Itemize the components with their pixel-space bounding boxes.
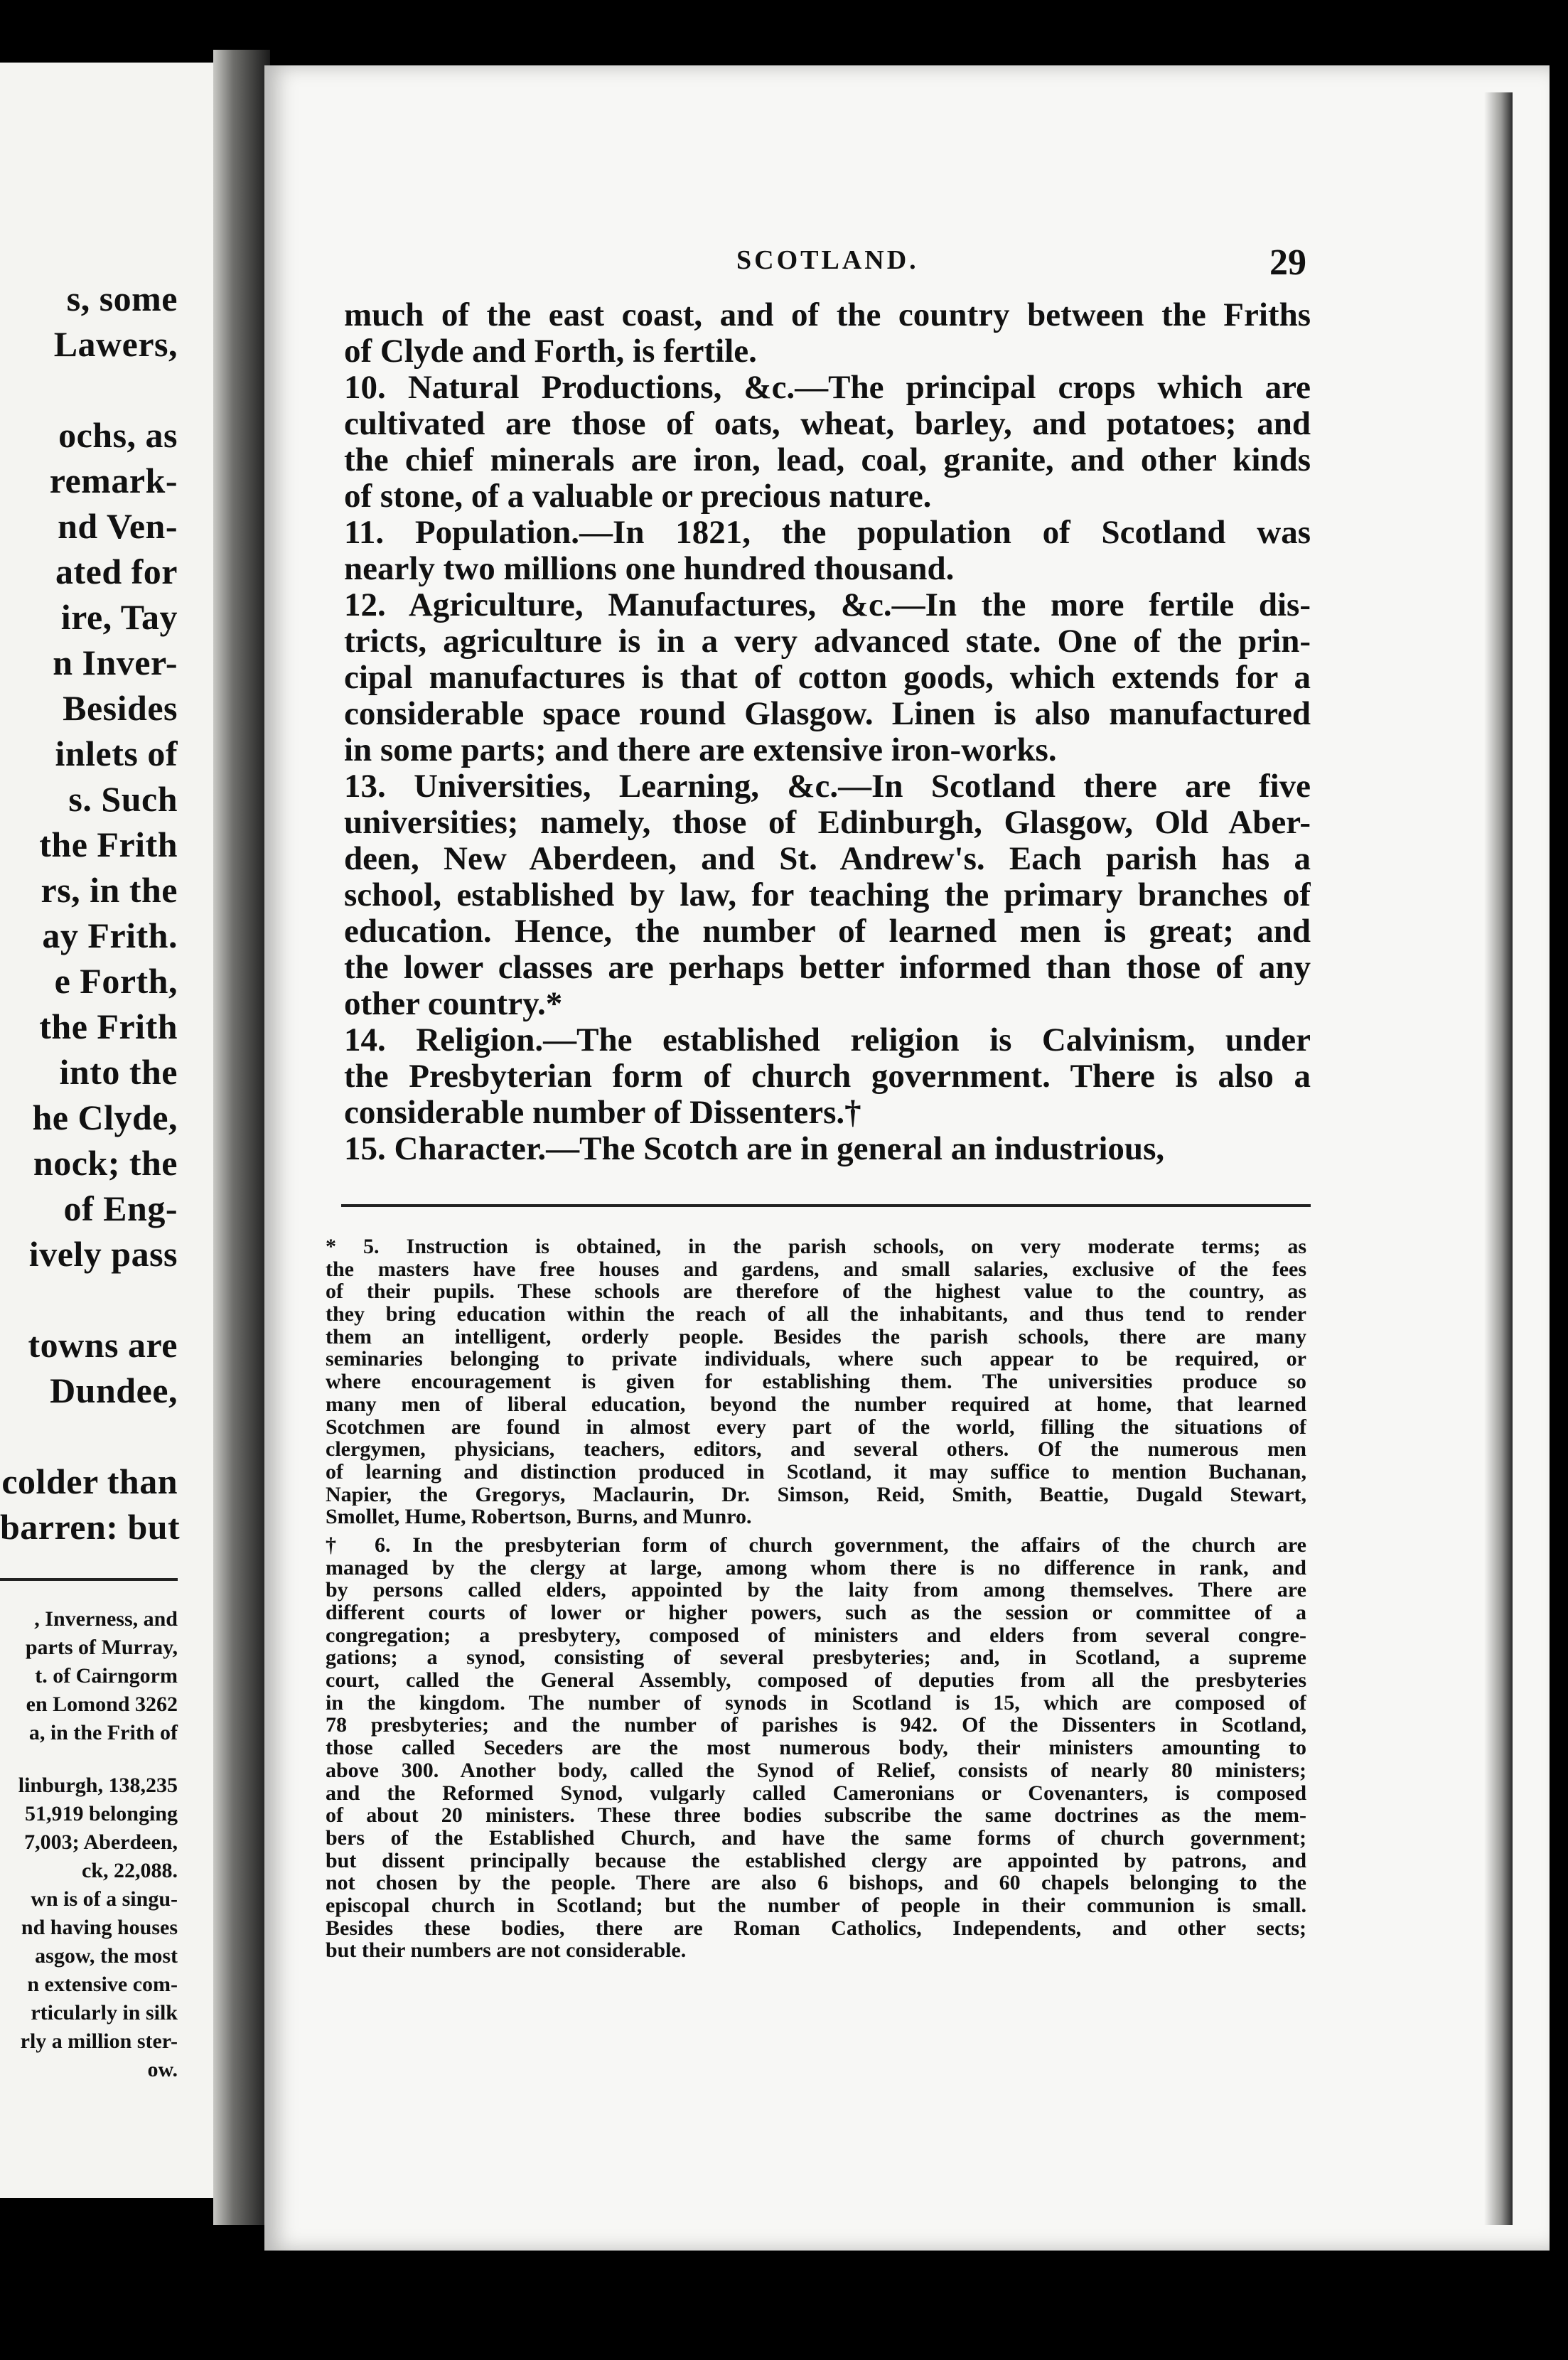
- left-page-line: linburgh, 138,235: [18, 1774, 178, 1797]
- footnote-line: of their pupils. These schools are therefore of the highest value to the country, as: [326, 1280, 1306, 1304]
- left-page-line: colder than: [1, 1461, 178, 1501]
- footnote-line: them an intelligent, orderly people. Besides the parish schools, there are many: [326, 1325, 1306, 1348]
- footnote-line: those called Seceders are the most numerous body, their ministers amounting to: [326, 1737, 1306, 1759]
- left-page-line: , Inverness, and: [34, 1607, 178, 1631]
- left-page-line: barren: but: [0, 1507, 181, 1547]
- left-page-line: s, some: [66, 279, 178, 318]
- left-page-line: ay Frith.: [42, 916, 178, 955]
- left-page-line: e Forth,: [54, 961, 178, 1001]
- page-edge-shadow: [1484, 92, 1513, 2225]
- left-page-line: remark-: [49, 461, 178, 500]
- footnote-line: not chosen by the people. There are also 6 bishops, and 60 chapels belonging to the: [326, 1872, 1306, 1894]
- main-text: [344, 297, 1311, 1167]
- footnote-line: Scotchmen are found in almost every part of the world, filling the situations of: [326, 1415, 1306, 1439]
- left-page-line: ated for: [55, 552, 178, 591]
- left-page-line: wn is of a singu-: [31, 1887, 178, 1911]
- text-line: the lower classes are perhaps better informed than those of any: [344, 950, 1311, 986]
- left-page-line: 7,003; Aberdeen,: [24, 1830, 178, 1854]
- text-line: 12. Agriculture, Manufactures, &c.—In the more fertile dis-: [344, 587, 1311, 623]
- left-page-line: of Eng-: [63, 1189, 178, 1228]
- footnote-line: in the kingdom. The number of synods in Scotland is 15, which are composed of: [326, 1691, 1306, 1715]
- text-line: of stone, of a valuable or precious nature.: [344, 478, 932, 515]
- left-page-line: nd having houses: [21, 1916, 178, 1939]
- text-line: cipal manufactures is that of cotton goods, which extends for a: [344, 660, 1311, 696]
- footnote-line: congregation; a presbytery, composed of ministers and elders from several congre-: [326, 1624, 1306, 1647]
- left-page-line: Lawers,: [53, 324, 178, 364]
- left-page-line: n extensive com-: [27, 1973, 178, 1996]
- left-page-line: Dundee,: [50, 1371, 178, 1410]
- text-line: 14. Religion.—The established religion is Calvinism, under: [344, 1022, 1311, 1058]
- text-line: of Clyde and Forth, is fertile.: [344, 333, 757, 370]
- left-page-line: nd Ven-: [58, 506, 178, 546]
- footnote-line: by persons called elders, appointed by the laity from among themselves. There are: [326, 1579, 1306, 1602]
- left-page-line: [0, 1277, 178, 1322]
- text-line: the chief minerals are iron, lead, coal, granite, and other kinds: [344, 442, 1311, 478]
- left-page-line: en Lomond 3262: [26, 1693, 178, 1716]
- footnote-line: seminaries belonging to private individuals, where such appear to be required, or: [326, 1348, 1306, 1371]
- left-page-line: towns are: [28, 1325, 178, 1365]
- footnote-line: Napier, the Gregorys, Maclaurin, Dr. Simson, Reid, Smith, Beattie, Dugald Stewart,: [326, 1483, 1306, 1506]
- left-page-line: the Frith: [39, 1007, 178, 1046]
- footnote-line: of learning and distinction produced in Scotland, it may suffice to mention Buchanan,: [326, 1460, 1306, 1484]
- left-page-line: Besides: [63, 688, 178, 728]
- text-line: school, established by law, for teaching the primary branches of: [344, 877, 1311, 913]
- footnote-line: Besides these bodies, there are Roman Catholics, Independents, and other sects;: [326, 1916, 1306, 1940]
- running-head: SCOTLAND.: [736, 245, 919, 275]
- text-line: 11. Population.—In 1821, the population of Scotland was: [344, 515, 1311, 551]
- left-page-line: inlets of: [55, 734, 178, 773]
- left-footnote-divider: [0, 1578, 178, 1581]
- text-line: universities; namely, those of Edinburgh, Glasgow, Old Aber-: [344, 805, 1311, 841]
- text-line: 10. Natural Productions, &c.—The principal crops which are: [344, 370, 1311, 406]
- footnote-line: clergymen, physicians, teachers, editors, and several others. Of the numerous men: [326, 1438, 1306, 1461]
- footnote-line: court, called the General Assembly, composed of deputies from all the presbyteries: [326, 1669, 1306, 1692]
- footnote-line: 78 presbyteries; and the number of parishes is 942. Of the Dissenters in Scotland,: [326, 1714, 1306, 1737]
- left-page-line: rs, in the: [41, 870, 178, 910]
- left-page-line: nock; the: [33, 1143, 178, 1183]
- footnote-line: but dissent principally because the established clergy are appointed by patrons, and: [326, 1849, 1306, 1872]
- footnote-line: bers of the Established Church, and have the same forms of church government;: [326, 1826, 1306, 1850]
- footnote-line: many men of liberal education, beyond the number required at home, that learned: [326, 1393, 1306, 1416]
- text-line: tricts, agriculture is in a very advanced state. One of the prin-: [344, 623, 1311, 660]
- left-page-line: [0, 1413, 178, 1459]
- left-page-line: [0, 367, 178, 412]
- footnote-line: but their numbers are not considerable.: [326, 1939, 687, 1962]
- left-page-line: the Frith: [39, 825, 178, 864]
- text-line: the Presbyterian form of church government. There is also a: [344, 1058, 1311, 1095]
- left-page-line: into the: [59, 1052, 178, 1092]
- footnote-line: † 6. In the presbyterian form of church government, the affairs of the church are: [326, 1533, 1306, 1557]
- left-page-line: n Inver-: [53, 643, 178, 682]
- footnote-line: above 300. Another body, called the Synod of Relief, consists of nearly 80 ministers;: [326, 1759, 1306, 1782]
- footnote-line: they bring education within the reach of all the inhabitants, and thus tend to render: [326, 1303, 1306, 1326]
- text-line: 13. Universities, Learning, &c.—In Scotland there are five: [344, 768, 1311, 805]
- left-page-line: ow.: [147, 2058, 178, 2081]
- text-line: education. Hence, the number of learned men is great; and: [344, 913, 1311, 950]
- footnote-line: of about 20 ministers. These three bodies subscribe the same doctrines as the mem-: [326, 1804, 1306, 1827]
- left-page: [0, 63, 240, 2198]
- footnotes: [326, 1235, 1306, 1962]
- left-page-line: s. Such: [68, 779, 178, 819]
- left-page-line: he Clyde,: [32, 1098, 178, 1137]
- text-line: in some parts; and there are extensive iron-works.: [344, 732, 1057, 768]
- left-page-line: rly a million ster-: [20, 2029, 178, 2053]
- left-page-line: ively pass: [28, 1234, 178, 1274]
- footnote-line: different courts of lower or higher powers, such as the session or committee of a: [326, 1602, 1306, 1624]
- left-page-line: t. of Cairngorm: [35, 1664, 178, 1688]
- left-page-line: asgow, the most: [35, 1944, 178, 1968]
- footnote-divider: [341, 1204, 1311, 1207]
- footnote-line: managed by the clergy at large, among whom there is no difference in rank, and: [326, 1556, 1306, 1579]
- left-page-line: rticularly in silk: [31, 2001, 178, 2024]
- page-number: 29: [1269, 242, 1306, 283]
- footnote-line: where encouragement is given for establishing them. The universities produce so: [326, 1371, 1306, 1393]
- left-page-line: a, in the Frith of: [28, 1721, 178, 1744]
- left-page-line: parts of Murray,: [25, 1636, 178, 1659]
- footnote-line: and the Reformed Synod, vulgarly called Cameronians or Covenanters, is composed: [326, 1781, 1306, 1805]
- footnote-line: episcopal church in Scotland; but the number of people in their communion is small.: [326, 1894, 1306, 1917]
- book-gutter: [213, 50, 270, 2225]
- left-page-line: ck, 22,088.: [82, 1859, 178, 1882]
- footnote-line: gations; a synod, consisting of several presbyteries; and, in Scotland, a supreme: [326, 1646, 1306, 1670]
- text-line: cultivated are those of oats, wheat, barley, and potatoes; and: [344, 406, 1311, 442]
- footnote-line: Smollet, Hume, Robertson, Burns, and Munro.: [326, 1506, 752, 1528]
- text-line: considerable space round Glasgow. Linen is also manufactured: [344, 696, 1311, 732]
- footnote-line: * 5. Instruction is obtained, in the parish schools, on very moderate terms; as: [326, 1235, 1306, 1258]
- text-line: 15. Character.—The Scotch are in general an industrious,: [344, 1131, 1165, 1167]
- text-line: considerable number of Dissenters.†: [344, 1095, 861, 1131]
- text-line: much of the east coast, and of the country between the Friths: [344, 297, 1311, 333]
- left-page-line: 51,919 belonging: [24, 1802, 178, 1825]
- left-page-text: [0, 276, 181, 2084]
- left-page-line: ire, Tay: [60, 597, 178, 637]
- footnote-line: the masters have free houses and gardens, and small salaries, exclusive of the fees: [326, 1257, 1306, 1281]
- left-page-line: ochs, as: [58, 415, 178, 455]
- text-line: deen, New Aberdeen, and St. Andrew's. Each parish has a: [344, 841, 1311, 877]
- text-line: nearly two millions one hundred thousand.: [344, 551, 955, 587]
- text-line: other country.*: [344, 986, 563, 1022]
